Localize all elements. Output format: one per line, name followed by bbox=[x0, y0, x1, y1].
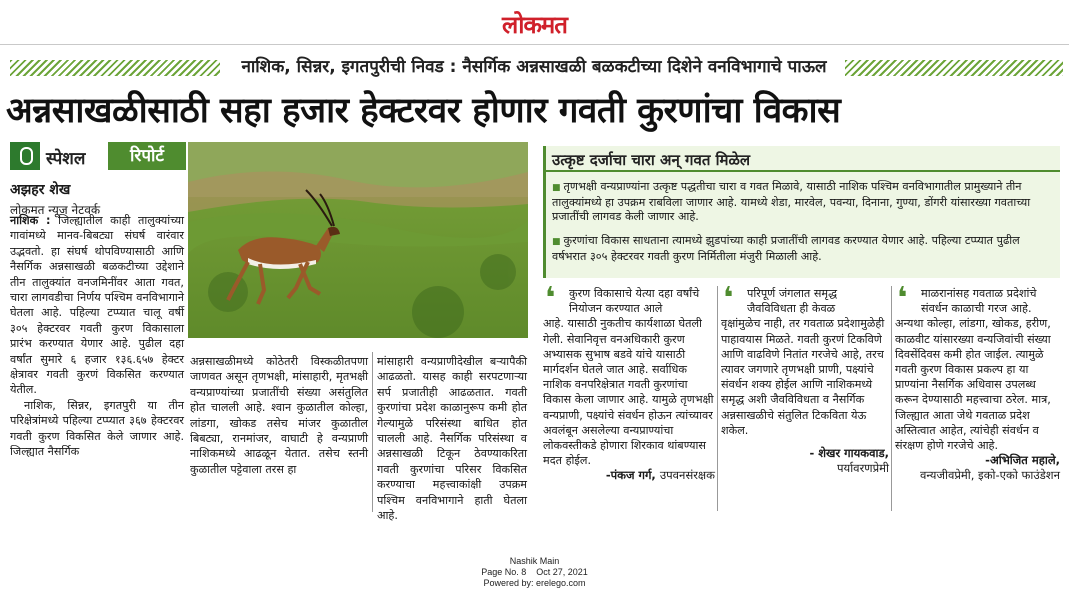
quote-1-name: -पंकज गर्ग, bbox=[605, 468, 656, 483]
article-column-3 bbox=[377, 354, 527, 523]
quote-2-head: परिपूर्ण जंगलात समृद्ध जैवविविधता ही केवळ bbox=[747, 287, 838, 316]
headline: अन्नसाखळीसाठी सहा हजार हेक्टरवर होणार गवती कुरणांचा विकास bbox=[6, 91, 841, 131]
quote-1-signature bbox=[543, 468, 715, 483]
quote-icon: ❛ bbox=[723, 281, 734, 316]
page-footer bbox=[0, 556, 1069, 589]
quote-1-body: आहे. यासाठी नुकतीच कार्यशाळा घेतली गेली. सेवानिवृत्त वनअधिकारी कुरण अभ्यासक सुभाष बडवे यांचे यासाठी मार्गदर्शन घेतले जात आहे. सर्वाधिक नाशिक वनपरिक्षेत्रात गवती कुरणांचा विकास केला जाणार आहे. यामुळे तृणभक्षी वन्यप्राणी, पक्ष्यांचे संवर्धन होऊन त्यांच्यावर अवलंबून असलेल्या वन्यप्राण्यांचा लोकवस्तीकडे होणारा शिरकाव थांबण्यास मदत होईल. bbox=[543, 317, 714, 468]
quote-1-role: उपवनसंरक्षक bbox=[659, 468, 715, 483]
col1-text: जिल्ह्यातील काही तालुक्यांच्या गावांमध्ये मानव-बिबट्या संघर्ष वारंवार उद्भवतो. हा संघर्ष थोपविण्यासाठी आणि नैसर्गिक अन्नसाखळी बळकटीच्या उद्देशाने तीन तालुक्यांत वनजमिनींवर आता गवत, चारा लागवडीचा निर्णय पश्चिम वनविभागाने घेतला आहे. पहिल्या टप्प्यात चालू वर्षी ३०५ हेक्टरवर गवती कुरण विकासाला प्रारंभ करण्यात येणार आहे. पुढील दहा वर्षांत सुमारे ६ हजार १३६.६५७ हेक्टर क्षेत्रावर गवती कुरणं विकसित करण्यात येतील. bbox=[10, 214, 185, 397]
quote-3-head: माळरानांसह गवताळ प्रदेशांचे संवर्धन काळाची गरज आहे. bbox=[921, 287, 1037, 316]
article-column-2 bbox=[190, 354, 368, 477]
quote-icon: ❛ bbox=[545, 281, 556, 316]
quote-3-role: वन्यजीवप्रेमी, इको-एको फाउंडेशन bbox=[919, 468, 1060, 483]
quote-2 bbox=[721, 281, 889, 476]
quote-2-role: पर्यावरणप्रेमी bbox=[837, 461, 889, 476]
special-report-tag bbox=[10, 142, 186, 170]
quote-2-name: - शेखर गायकवाड, bbox=[809, 446, 889, 461]
article-column-1 bbox=[10, 213, 184, 460]
footer-page-date: Page No. 8 Oct 27, 2021 bbox=[481, 567, 588, 577]
tag-part2: रिपोर्ट bbox=[108, 142, 186, 170]
quote-3-name: -अभिजित महाले, bbox=[985, 453, 1060, 468]
author-name: अझहर शेख bbox=[10, 182, 71, 198]
col1-text2: नाशिक, सिन्नर, इगतपुरी या तीन परिक्षेत्रांमध्ये पहिल्या टप्प्यात ३६७ हेक्टरवर गवती कुरण विकसित केले जाणार आहे. जिल्ह्यात नैसर्गिक bbox=[10, 398, 184, 459]
highlight-point-2: ■ कुरणांचा विकास साधताना त्यामध्ये झुडपांच्या काही प्रजातींची लागवड करण्यात येणार आहे. पहिल्या टप्प्यात पुढील वर्षभरात ३०५ हेक्टरवर गवती कुरण निर्मितीला मंजुरी मिळाली आहे. bbox=[552, 234, 1052, 264]
blackbuck-photo bbox=[188, 142, 528, 338]
kicker-stripes-right bbox=[845, 60, 1063, 76]
dateline: नाशिक : bbox=[10, 214, 51, 227]
kicker: नाशिक, सिन्नर, इगतपुरीची निवड : नैसर्गिक अन्नसाखळी बळकटीच्या दिशेने वनविभागाचे पाऊल bbox=[241, 57, 827, 77]
masthead-divider bbox=[0, 44, 1069, 45]
quote-1-head: कुरण विकासाचे येत्या दहा वर्षांचे नियोजन करण्यात आले bbox=[569, 287, 700, 316]
kicker-stripes-left bbox=[10, 60, 220, 76]
footer-edition: Nashik Main bbox=[509, 556, 560, 566]
tag-part1: स्पेशल bbox=[46, 149, 86, 169]
microphone-icon bbox=[10, 142, 40, 170]
highlight-title: उत्कृष्ट दर्जाचा चारा अन् गवत मिळेल bbox=[552, 151, 751, 169]
quote-icon: ❛ bbox=[897, 281, 908, 316]
blackbuck-image bbox=[188, 142, 528, 338]
lokmat-logo[interactable]: लोकमत bbox=[502, 11, 567, 39]
highlight-underline bbox=[546, 170, 1060, 172]
quote-2-body: वृक्षांमुळेच नाही, तर गवताळ प्रदेशामुळेही पाहावयास मिळते. गवती कुरणं टिकविणे आणि वाढविणे नितांत गरजेचे आहे, तरच त्यावर जगणारे तृणभक्षी प्राणी, पक्ष्यांचे संवर्धन शक्य होईल आणि नाशिकमध्ये समृद्ध अशी जैवविविधता व नैसर्गिक अन्नसाखळीचे संतुलित टिकविता येऊ शकेल. bbox=[721, 317, 885, 437]
quote-3 bbox=[895, 281, 1060, 484]
masthead bbox=[0, 0, 1069, 40]
col2-text: अन्नसाखळीमध्ये कोठेतरी विस्कळीतपणा जाणवत असून तृणभक्षी, मांसाहारी, मृतभक्षी वन्यप्राण्यांच्या प्रजातींची संख्या असंतुलित होत चालली आहे. श्वान कुळातील कोल्हा, लांडगा, खोकड तसेच मांजर कुळातील बिबट्या, रानमांजर, वाघाटी हे वन्यप्राणी नाशिकमध्ये आढळून येतात. तसेच स्तनी कुळातील पट्टेवाला तरस हा bbox=[190, 355, 368, 476]
footer-powered-by[interactable]: Powered by: erelego.com bbox=[483, 578, 586, 588]
author-org: लोकमत न्यूज नेटवर्क bbox=[10, 203, 101, 217]
column-divider bbox=[372, 352, 373, 512]
quote-1 bbox=[543, 281, 715, 484]
col3-text: मांसाहारी वन्यप्राणीदेखील बऱ्यापैकी आढळतो. यासह काही सरपटणाऱ्या सर्प प्रजातीही आढळतात. गवती कुरणांचा प्रदेश काळानुरूप कमी होत गेल्यामुळे परिसंस्था बाधित होत चालली आहे. नैसर्गिक परिसंस्था व अन्नसाखळी टिकून ठेवण्याकरिता गवती कुरणांचा परिसर विकसित करण्याचा महत्त्वाकांक्षी उपक्रम पश्चिम वनविभागाने हाती घेतला आहे. bbox=[377, 355, 527, 523]
highlight-box bbox=[543, 146, 1060, 278]
quote-divider-2 bbox=[891, 286, 892, 511]
highlight-point-1: ■ तृणभक्षी वन्यप्राण्यांना उत्कृष्ट पद्धतीचा चारा व गवत मिळावे, यासाठी नाशिक पश्चिम वनविभागातील प्रामुख्याने तीन तालुक्यांमध्ये हा उपक्रम राबविला जाणार आहे. यामध्ये शेडा, मारवेल, पवन्या, दिनाना, गुण्या, डोंगरी यांसारख्या गवताच्या प्रजातींची लागवड केली जाणार आहे. bbox=[552, 180, 1052, 225]
quote-3-body: अन्यथा कोल्हा, लांडगा, खोकड, हरीण, काळवीट यांसारख्या वन्यजिवांची संख्या दिवसेंदिवस कमी होत जाईल. त्यामुळे गवती कुरण विकास प्रकल्प हा या प्राण्यांना नैसर्गिक अधिवास उपलब्ध करून देण्यासाठी महत्त्वाचा ठरेल. मात्र, जिल्ह्यात आता जेथे गवताळ प्रदेश अस्तित्वात आहेत, त्यांचेही संवर्धन व संरक्षण होणे गरजेचे आहे. bbox=[895, 317, 1051, 453]
quote-divider-1 bbox=[717, 286, 718, 511]
